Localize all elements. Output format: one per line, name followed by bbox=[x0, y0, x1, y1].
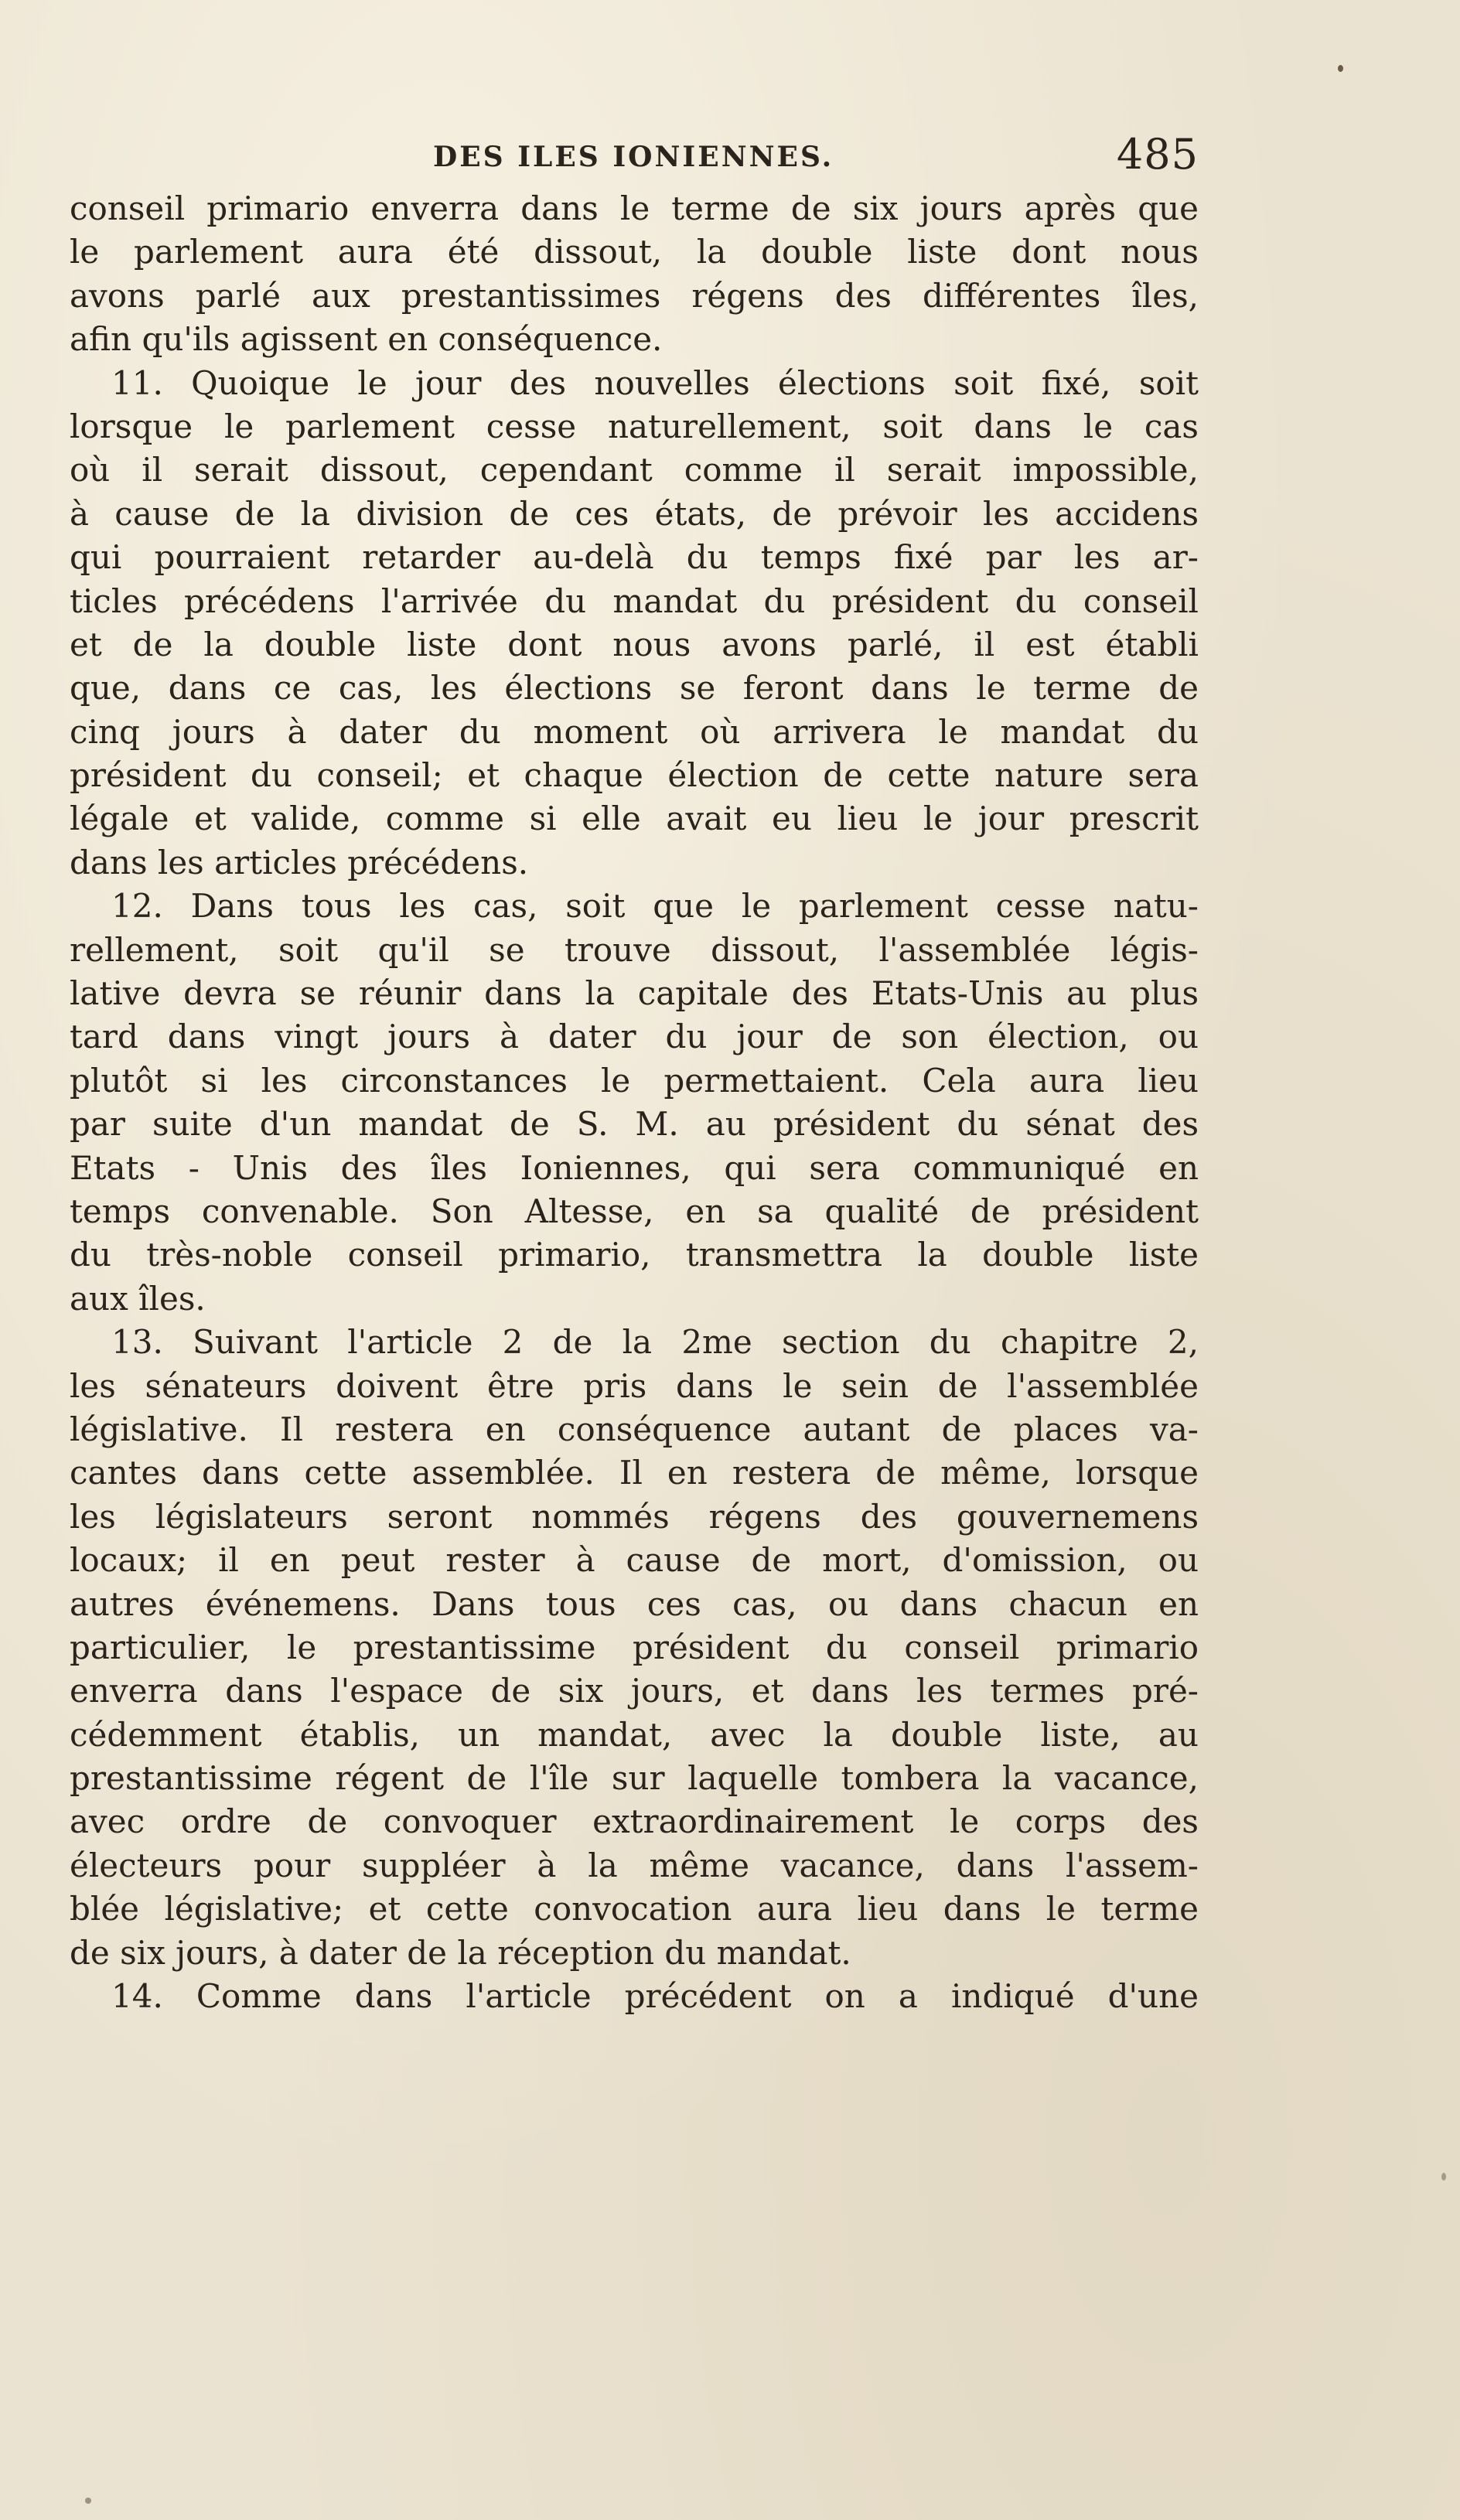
text-line: avons parlé aux prestantissimes régens des différentes îles, bbox=[70, 276, 1199, 315]
text-line: 14. Comme dans l'article précédent on a indiqué d'une bbox=[111, 1977, 1199, 2016]
text-line: cinq jours à dater du moment où arrivera le mandat du bbox=[70, 712, 1199, 751]
text-line: blée législative; et cette convocation aura lieu dans le terme bbox=[70, 1890, 1199, 1928]
text-line: président du conseil; et chaque élection de cette nature sera bbox=[70, 756, 1199, 795]
text-line: à cause de la division de ces états, de prévoir les accidens bbox=[70, 494, 1199, 533]
text-line: particulier, le prestantissime président du conseil primario bbox=[70, 1628, 1199, 1666]
text-line: électeurs pour suppléer à la même vacance, dans l'assem- bbox=[70, 1846, 1199, 1884]
text-line: de six jours, à dater de la réception du mandat. bbox=[70, 1933, 851, 1972]
paper-speck bbox=[1338, 65, 1343, 72]
text-line: cédemment établis, un mandat, avec la double liste, au bbox=[70, 1715, 1199, 1754]
text-line: enverra dans l'espace de six jours, et dans les termes pré- bbox=[70, 1672, 1199, 1710]
text-line: cantes dans cette assemblée. Il en restera de même, lorsque bbox=[70, 1454, 1199, 1492]
page-header bbox=[70, 130, 1199, 179]
text-line: aux îles. bbox=[70, 1279, 206, 1318]
text-line: prestantissime régent de l'île sur laquelle tombera la vacance, bbox=[70, 1759, 1199, 1798]
text-line: les sénateurs doivent être pris dans le sein de l'assemblée bbox=[70, 1366, 1199, 1405]
text-line: dans les articles précédens. bbox=[70, 843, 529, 881]
text-line: temps convenable. Son Altesse, en sa qualité de président bbox=[70, 1192, 1199, 1230]
text-line: locaux; il en peut rester à cause de mort, d'omission, ou bbox=[70, 1541, 1199, 1580]
text-line: où il serait dissout, cependant comme il serait impossible, bbox=[70, 451, 1199, 489]
text-line: avec ordre de convoquer extraordinairement le corps des bbox=[70, 1802, 1199, 1841]
text-line: ticles précédens l'arrivée du mandat du président du conseil bbox=[70, 581, 1199, 620]
running-title: DES ILES IONIENNES. bbox=[433, 141, 834, 173]
text-line: et de la double liste dont nous avons parlé, il est établi bbox=[70, 625, 1199, 663]
text-line: lative devra se réunir dans la capitale des Etats-Unis au plus bbox=[70, 974, 1199, 1013]
text-line: plutôt si les circonstances le permettaient. Cela aura lieu bbox=[70, 1061, 1199, 1100]
paper-speck bbox=[1441, 2173, 1446, 2181]
text-line: les législateurs seront nommés régens des gouvernemens bbox=[70, 1497, 1199, 1536]
text-line: législative. Il restera en conséquence autant de places va- bbox=[70, 1410, 1199, 1448]
body-text bbox=[70, 187, 1199, 2018]
text-line: du très-noble conseil primario, transmettra la double liste bbox=[70, 1236, 1199, 1274]
text-line: conseil primario enverra dans le terme de six jours après que bbox=[70, 189, 1199, 227]
text-line: autres événemens. Dans tous ces cas, ou dans chacun en bbox=[70, 1584, 1199, 1623]
text-line: afin qu'ils agissent en conséquence. bbox=[70, 320, 663, 359]
text-line: 11. Quoique le jour des nouvelles élections soit fixé, soit bbox=[111, 363, 1199, 402]
text-line: par suite d'un mandat de S. M. au président du sénat des bbox=[70, 1105, 1199, 1144]
page-number: 485 bbox=[1116, 130, 1199, 179]
text-line: tard dans vingt jours à dater du jour de son élection, ou bbox=[70, 1018, 1199, 1056]
text-line: que, dans ce cas, les élections se feront dans le terme de bbox=[70, 669, 1199, 708]
text-line: lorsque le parlement cesse naturellement, soit dans le cas bbox=[70, 407, 1199, 445]
text-line: qui pourraient retarder au-delà du temps fixé par les ar- bbox=[70, 538, 1199, 577]
text-line: légale et valide, comme si elle avait eu lieu le jour prescrit bbox=[70, 800, 1199, 838]
text-line: 12. Dans tous les cas, soit que le parlement cesse natu- bbox=[111, 887, 1199, 926]
text-line: Etats - Unis des îles Ioniennes, qui sera communiqué en bbox=[70, 1148, 1199, 1187]
text-line: rellement, soit qu'il se trouve dissout, l'assemblée légis- bbox=[70, 930, 1199, 969]
text-line: 13. Suivant l'article 2 de la 2me section du chapitre 2, bbox=[111, 1323, 1199, 1362]
paper-speck bbox=[85, 2498, 91, 2504]
text-line: le parlement aura été dissout, la double liste dont nous bbox=[70, 233, 1199, 271]
